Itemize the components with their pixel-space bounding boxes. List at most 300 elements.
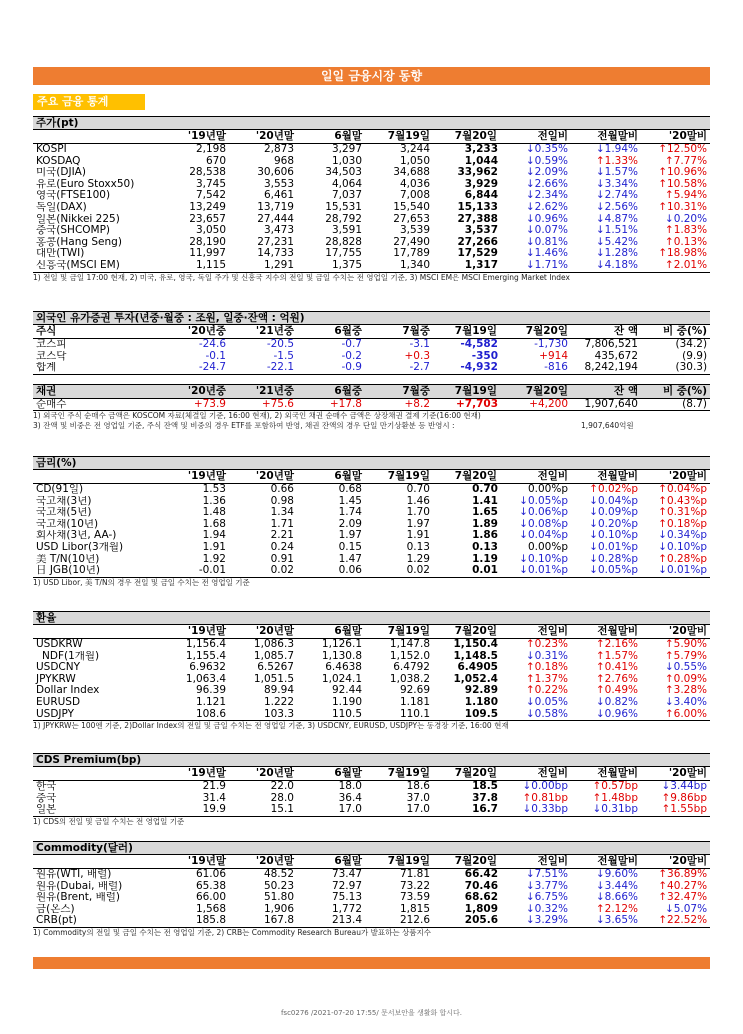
- table-cell: ↓0.10%p: [519, 553, 568, 565]
- table-cell: -3.1: [409, 338, 430, 350]
- column-header: 6월중: [297, 325, 365, 339]
- table-cell: 6.4905: [457, 662, 498, 674]
- column-header: 7월20일: [433, 130, 501, 144]
- table-cell: 0.66: [270, 483, 294, 495]
- table-cell: ↓0.05%p: [571, 565, 641, 577]
- cds-title-row: [33, 754, 710, 767]
- table-cell: ↓2.74%: [595, 190, 638, 202]
- row-label: 금(온스): [36, 903, 75, 915]
- table-cell: 1.190: [331, 696, 362, 708]
- table-row: [33, 496, 710, 508]
- row-label: 원유(WTI, 배럴): [36, 868, 112, 880]
- table-cell: 73.59: [399, 892, 430, 904]
- table-cell: ↓3.29%: [501, 915, 571, 927]
- cds-title: CDS Premium(bp): [33, 754, 710, 767]
- table-cell: 0.02: [229, 565, 297, 577]
- table-cell: 1.89: [472, 518, 498, 530]
- table-cell: 1,051.5: [253, 673, 294, 685]
- table-cell: 109.5: [433, 709, 501, 721]
- table-cell: 1.53: [202, 483, 226, 495]
- table-cell: 19.9: [161, 804, 229, 816]
- table-cell: 1.92: [202, 553, 226, 565]
- table-row: [33, 869, 710, 881]
- row-label: 홍콩(Hang Seng): [36, 236, 122, 248]
- table-row: [33, 519, 710, 531]
- table-cell: 13,249: [189, 201, 226, 213]
- row-label: USD Libor(3개월): [36, 541, 124, 553]
- table-cell: 1.180: [464, 696, 498, 708]
- table-cell: +75.6: [229, 398, 297, 411]
- table-cell: ↑0.41%: [595, 662, 638, 674]
- table-cell: ↑10.58%: [658, 178, 708, 190]
- row-label: 합계: [33, 362, 161, 374]
- row-label: KOSDAQ: [36, 155, 81, 167]
- foreign-header-row: [33, 384, 710, 398]
- row-label: 국고채(5년): [36, 507, 92, 519]
- table-cell: 3,297: [331, 143, 362, 155]
- table-cell: ↑5.94%: [664, 190, 708, 202]
- table-cell: ↑2.76%: [595, 673, 638, 685]
- table-cell: 89.94: [263, 685, 294, 697]
- table-cell: 1,147.8: [389, 638, 430, 650]
- table-cell: ↓3.44%: [595, 880, 638, 892]
- table-cell: 65.38: [195, 880, 226, 892]
- table-cell: 17,755: [325, 248, 362, 260]
- row-label: 코스피: [36, 338, 67, 350]
- rates-note: 1) USD Libor, 美 T/N의 경우 전일 및 금일 수치는 전 영업일 기준: [33, 577, 250, 587]
- table-cell: 1.121: [195, 696, 226, 708]
- footer-text: fsc0276 /2021-07-20 17:55/ 문서보안을 생활화 합시다.: [280, 1009, 463, 1017]
- table-cell: ↓0.08%p: [519, 518, 568, 530]
- rates-title: 금리(%): [33, 457, 710, 470]
- table-cell: ↓3.34%: [595, 178, 638, 190]
- row-label: 중국: [36, 792, 57, 804]
- table-cell: 3,553: [263, 178, 294, 190]
- fx-title-row: [33, 612, 710, 625]
- table-cell: 27,266: [457, 236, 498, 248]
- table-cell: -0.9: [297, 362, 365, 374]
- table-cell: ↓0.55%: [664, 662, 707, 674]
- table-cell: 15,133: [457, 201, 498, 213]
- table-cell: 1,907,640: [571, 398, 641, 411]
- table-cell: ↓2.09%: [525, 167, 568, 179]
- table-cell: ↓0.06%p: [519, 507, 568, 519]
- column-header: '20년말: [229, 767, 297, 781]
- table-cell: ↓0.04%p: [519, 530, 568, 542]
- table-cell: 15,531: [325, 201, 362, 213]
- foreign-note-2: [33, 421, 710, 431]
- table-cell: ↓0.01%p: [589, 541, 638, 553]
- table-cell: ↑0.02%p: [589, 483, 638, 495]
- table-cell: +0.3: [404, 350, 430, 362]
- row-label: USDKRW: [36, 638, 83, 650]
- table-cell: ↑5.79%: [664, 650, 707, 662]
- table-cell: 3,244: [399, 143, 430, 155]
- table-cell: 6,844: [464, 190, 498, 202]
- table-cell: 1,906: [263, 903, 294, 915]
- table-row: [33, 214, 710, 226]
- fx-section: [33, 611, 710, 731]
- table-cell: 1.19: [472, 553, 498, 565]
- column-header: '20년말: [229, 130, 297, 144]
- table-cell: 66.00: [195, 892, 226, 904]
- table-cell: 48.52: [263, 868, 294, 880]
- table-cell: 3,745: [195, 178, 226, 190]
- table-cell: 1,809: [464, 903, 498, 915]
- table-cell: 1,052.4: [453, 673, 498, 685]
- table-row: [33, 248, 710, 260]
- table-cell: 1,086.3: [253, 638, 294, 650]
- table-cell: -2.7: [365, 362, 433, 374]
- table-cell: 213.4: [297, 915, 365, 927]
- table-cell: ↑9.86bp: [661, 792, 707, 804]
- table-cell: -816: [501, 362, 571, 374]
- table-cell: +8.2: [365, 398, 433, 411]
- table-cell: ↑0.57bp: [592, 780, 638, 792]
- column-header: '20말비: [641, 767, 710, 781]
- page-title: 일일 금융시장 동향: [33, 67, 710, 85]
- table-cell: +17.8: [297, 398, 365, 411]
- table-cell: 1.91: [202, 541, 226, 553]
- table-cell: 15.1: [229, 804, 297, 816]
- table-cell: ↑2.16%: [595, 638, 638, 650]
- table-cell: ↑5.90%: [664, 638, 707, 650]
- table-cell: 96.39: [195, 685, 226, 697]
- table-row: [33, 781, 710, 793]
- column-header: '20말비: [641, 855, 710, 869]
- table-cell: 1.34: [270, 507, 294, 519]
- stocks-table: [33, 116, 710, 273]
- table-row: [33, 881, 710, 893]
- rates-table: [33, 456, 710, 578]
- table-cell: 21.9: [202, 780, 226, 792]
- table-cell: 1,030: [331, 155, 362, 167]
- table-cell: 1,130.8: [321, 650, 362, 662]
- rates-header-row: [33, 470, 710, 484]
- row-label: 코스닥: [36, 350, 67, 362]
- column-header: [33, 855, 161, 869]
- commodity-table: [33, 841, 710, 928]
- table-row: [33, 554, 710, 566]
- table-cell: ↑0.81bp: [522, 792, 568, 804]
- table-cell: 0.02: [365, 565, 433, 577]
- row-label: 원유(Brent, 배럴): [36, 892, 120, 904]
- table-cell: ↓1.57%: [595, 167, 638, 179]
- table-cell: 7,008: [399, 190, 430, 202]
- table-cell: 1.47: [338, 553, 362, 565]
- table-cell: +7,703: [433, 398, 501, 411]
- table-row: [33, 565, 710, 577]
- table-cell: 3,473: [263, 225, 294, 237]
- table-cell: ↑0.31%p: [658, 507, 707, 519]
- foreign-note-2-text: 3) 잔액 및 비중은 전 영업일 기준, 주식 잔액 및 비중의 경우 ETF를 포함하여 반영, 채권 잔액의 경우 단일 만기상환분 등 반영시 :: [33, 421, 455, 431]
- table-cell: ↓1.51%: [595, 225, 638, 237]
- column-header: 7월19일: [365, 470, 433, 484]
- table-cell: ↓5.42%: [595, 236, 638, 248]
- table-row: [33, 507, 710, 519]
- row-label: EURUSD: [36, 696, 81, 708]
- row-label: 국고채(10년): [36, 518, 99, 530]
- table-cell: 1.68: [202, 518, 226, 530]
- cds-note: 1) CDS의 전일 및 금일 수치는 전 영업일 기준: [33, 816, 185, 826]
- table-cell: 670: [205, 155, 226, 167]
- table-cell: 15,540: [393, 201, 430, 213]
- column-header: 전월말비: [571, 625, 641, 639]
- table-cell: 11,997: [189, 248, 226, 260]
- table-cell: 28,538: [189, 167, 226, 179]
- table-cell: ↓0.28%p: [589, 553, 638, 565]
- row-label: CD(91일): [36, 483, 84, 495]
- column-header: '19년말: [161, 855, 229, 869]
- foreign-note-1: 1) 외국인 주식 순매수 금액은 KOSCOM 자료(체결일 기준, 16:00 현재), 2) 외국인 채권 순매수 금액은 상장채권 결제 기준(16:00 현재): [33, 411, 481, 421]
- column-header: '21년중: [229, 325, 297, 339]
- table-row: [33, 225, 710, 237]
- cds-header-row: [33, 767, 710, 781]
- section-subtitle: 주요 금융 통계: [33, 94, 145, 110]
- row-label: 국고채(3년): [36, 495, 92, 507]
- table-cell: ↓9.60%: [595, 868, 638, 880]
- table-cell: 92.69: [399, 685, 430, 697]
- table-cell: ↓2.66%: [525, 178, 568, 190]
- table-cell: 108.6: [161, 709, 229, 721]
- column-header: '19년말: [161, 767, 229, 781]
- table-cell: 0.24: [270, 541, 294, 553]
- table-cell: +914: [539, 350, 568, 362]
- table-cell: 27,388: [457, 213, 498, 225]
- row-label: 독일(DAX): [36, 201, 87, 213]
- table-cell: +4,200: [501, 398, 571, 411]
- table-cell: ↓0.59%: [525, 155, 568, 167]
- table-cell: ↓2.34%: [525, 190, 568, 202]
- table-cell: 0.15: [338, 541, 362, 553]
- table-row: [33, 190, 710, 202]
- column-header: 비 중(%): [641, 325, 710, 339]
- stocks-section: [33, 116, 710, 283]
- table-cell: 1,038.2: [389, 673, 430, 685]
- table-cell: 1,063.4: [185, 673, 226, 685]
- cds-table: [33, 753, 710, 817]
- table-cell: ↑12.50%: [658, 143, 708, 155]
- column-header: 주식: [33, 325, 161, 339]
- table-cell: 27,490: [393, 236, 430, 248]
- table-cell: 0.70: [406, 483, 430, 495]
- table-cell: 1.74: [338, 507, 362, 519]
- column-header: 전월말비: [571, 767, 641, 781]
- table-cell: 28,828: [325, 236, 362, 248]
- table-cell: 34,503: [325, 167, 362, 179]
- table-row: [33, 639, 710, 651]
- table-cell: -350: [471, 350, 498, 362]
- table-row: [33, 697, 710, 709]
- foreign-equity-table: [33, 311, 710, 375]
- row-label: 중국(SHCOMP): [36, 225, 111, 237]
- row-label: Dollar Index: [36, 685, 100, 697]
- table-cell: 3,050: [195, 225, 226, 237]
- table-cell: ↑1.57%: [595, 650, 638, 662]
- foreign-note-2-value: 1,907,640억원: [581, 421, 634, 431]
- table-cell: ↓0.81%: [525, 236, 568, 248]
- table-cell: 1,815: [399, 903, 430, 915]
- table-cell: 4,036: [399, 178, 430, 190]
- table-cell: ↑18.98%: [658, 248, 708, 260]
- column-header: 잔 액: [571, 384, 641, 398]
- table-cell: 103.3: [229, 709, 297, 721]
- stocks-header-row: [33, 130, 710, 144]
- table-cell: 1.86: [472, 530, 498, 542]
- table-row: [33, 167, 710, 179]
- column-header: 7월중: [365, 325, 433, 339]
- table-cell: 1,340: [365, 260, 433, 272]
- table-row: [33, 542, 710, 554]
- table-cell: ↑0.04%p: [658, 483, 707, 495]
- table-cell: 1.36: [202, 495, 226, 507]
- table-row: [33, 651, 710, 663]
- column-header: 7월19일: [365, 767, 433, 781]
- table-cell: 17,789: [393, 248, 430, 260]
- table-cell: 7,542: [195, 190, 226, 202]
- table-cell: 18.5: [472, 780, 498, 792]
- table-cell: 6.4792: [393, 662, 430, 674]
- table-cell: 73.47: [331, 868, 362, 880]
- table-cell: 435,672: [594, 350, 638, 362]
- table-cell: 3,591: [331, 225, 362, 237]
- table-cell: ↓0.09%p: [589, 507, 638, 519]
- table-row: [33, 398, 710, 411]
- table-cell: 1,155.4: [185, 650, 226, 662]
- table-cell: 0.91: [270, 553, 294, 565]
- column-header: 7월20일: [433, 625, 501, 639]
- table-cell: ↓2.62%: [525, 201, 568, 213]
- table-cell: ↑1.55bp: [641, 804, 710, 816]
- table-cell: ↓0.05%p: [519, 495, 568, 507]
- table-cell: 33,962: [457, 167, 498, 179]
- row-label: 신흥국(MSCI EM): [33, 260, 161, 272]
- table-cell: 1.94: [202, 530, 226, 542]
- column-header: 전일비: [501, 470, 571, 484]
- rates-title-row: [33, 457, 710, 470]
- table-cell: 1,126.1: [321, 638, 362, 650]
- row-label: KOSPI: [36, 143, 67, 155]
- table-cell: (30.3): [641, 362, 710, 374]
- table-cell: -22.1: [229, 362, 297, 374]
- table-cell: ↑0.28%p: [658, 553, 707, 565]
- row-label: 원유(Dubai, 배럴): [36, 880, 123, 892]
- commodity-section: [33, 841, 710, 938]
- table-cell: ↑1.48bp: [592, 792, 638, 804]
- table-row: [33, 804, 710, 816]
- table-cell: ↑0.43%p: [658, 495, 707, 507]
- table-cell: ↑0.49%: [595, 685, 638, 697]
- table-row: [33, 202, 710, 214]
- column-header: 7월20일: [433, 855, 501, 869]
- table-cell: 8,242,194: [571, 362, 641, 374]
- table-row: [33, 793, 710, 805]
- table-cell: (8.7): [641, 398, 710, 411]
- table-cell: 92.44: [331, 685, 362, 697]
- row-label: NDF(1개월): [42, 650, 100, 662]
- table-cell: 0.70: [472, 483, 498, 495]
- table-cell: 13,719: [257, 201, 294, 213]
- table-cell: 37.0: [406, 792, 430, 804]
- row-label: CRB(pt): [33, 915, 161, 927]
- table-row: [33, 892, 710, 904]
- table-cell: 73.22: [399, 880, 430, 892]
- table-cell: ↓0.20%p: [589, 518, 638, 530]
- table-cell: 61.06: [195, 868, 226, 880]
- table-cell: 1.45: [338, 495, 362, 507]
- table-cell: 71.81: [399, 868, 430, 880]
- table-cell: 3,929: [464, 178, 498, 190]
- table-cell: ↑2.01%: [641, 260, 710, 272]
- table-cell: 30,606: [257, 167, 294, 179]
- table-cell: ↓1.71%: [501, 260, 571, 272]
- column-header: '20년말: [229, 470, 297, 484]
- table-cell: 36.4: [338, 792, 362, 804]
- table-cell: 6.5267: [257, 662, 294, 674]
- table-cell: ↓3.77%: [525, 880, 568, 892]
- table-cell: 75.13: [331, 892, 362, 904]
- table-row: [33, 339, 710, 351]
- table-row: [33, 144, 710, 156]
- table-cell: -1,730: [534, 338, 568, 350]
- row-label: 순매수: [33, 398, 161, 411]
- table-cell: 68.62: [464, 892, 498, 904]
- table-cell: ↑0.23%: [525, 638, 568, 650]
- table-row: [33, 362, 710, 374]
- table-cell: ↓0.20%: [664, 213, 708, 225]
- column-header: 전월말비: [571, 130, 641, 144]
- table-cell: ↑0.13%: [664, 236, 708, 248]
- row-label: 일본(Nikkei 225): [36, 213, 120, 225]
- column-header: 6월말: [297, 625, 365, 639]
- column-header: 7월19일: [433, 325, 501, 339]
- table-cell: ↓0.01%p: [641, 565, 710, 577]
- table-cell: 2,873: [263, 143, 294, 155]
- column-header: [33, 767, 161, 781]
- table-cell: ↑10.31%: [658, 201, 708, 213]
- table-cell: ↓4.18%: [571, 260, 641, 272]
- table-cell: 1.65: [472, 507, 498, 519]
- table-cell: 28,190: [189, 236, 226, 248]
- table-row: [33, 674, 710, 686]
- table-cell: 1.181: [399, 696, 430, 708]
- table-cell: ↓0.58%: [501, 709, 571, 721]
- column-header: 비 중(%): [641, 384, 710, 398]
- table-cell: 968: [273, 155, 294, 167]
- table-cell: 1,568: [195, 903, 226, 915]
- table-cell: ↓0.34%p: [658, 530, 707, 542]
- table-cell: (34.2): [675, 338, 708, 350]
- table-cell: ↓1.28%: [595, 248, 638, 260]
- column-header: 6월중: [297, 384, 365, 398]
- table-cell: 27,231: [257, 236, 294, 248]
- column-header: '20말비: [641, 470, 710, 484]
- stocks-title: 주가(pt): [33, 117, 710, 130]
- column-header: 7월중: [365, 384, 433, 398]
- table-cell: -0.01: [161, 565, 229, 577]
- table-cell: ↑10.96%: [658, 167, 708, 179]
- row-label: 유로(Euro Stoxx50): [36, 178, 135, 190]
- table-cell: 37.8: [472, 792, 498, 804]
- table-cell: -24.6: [198, 338, 226, 350]
- table-cell: (9.9): [682, 350, 708, 362]
- table-cell: ↓2.56%: [595, 201, 638, 213]
- column-header: 7월20일: [501, 325, 571, 339]
- column-header: 채권: [33, 384, 161, 398]
- table-row: [33, 915, 710, 927]
- stocks-note: 1) 전일 및 금일 17:00 현재, 2) 미국, 유로, 영국, 독일 주가 및 신흥국 지수의 전일 및 금일 수치는 전 영업일 기준, 3) MSCI EM은 MSCI Emerging Market Index: [33, 272, 570, 282]
- column-header: 7월19일: [365, 625, 433, 639]
